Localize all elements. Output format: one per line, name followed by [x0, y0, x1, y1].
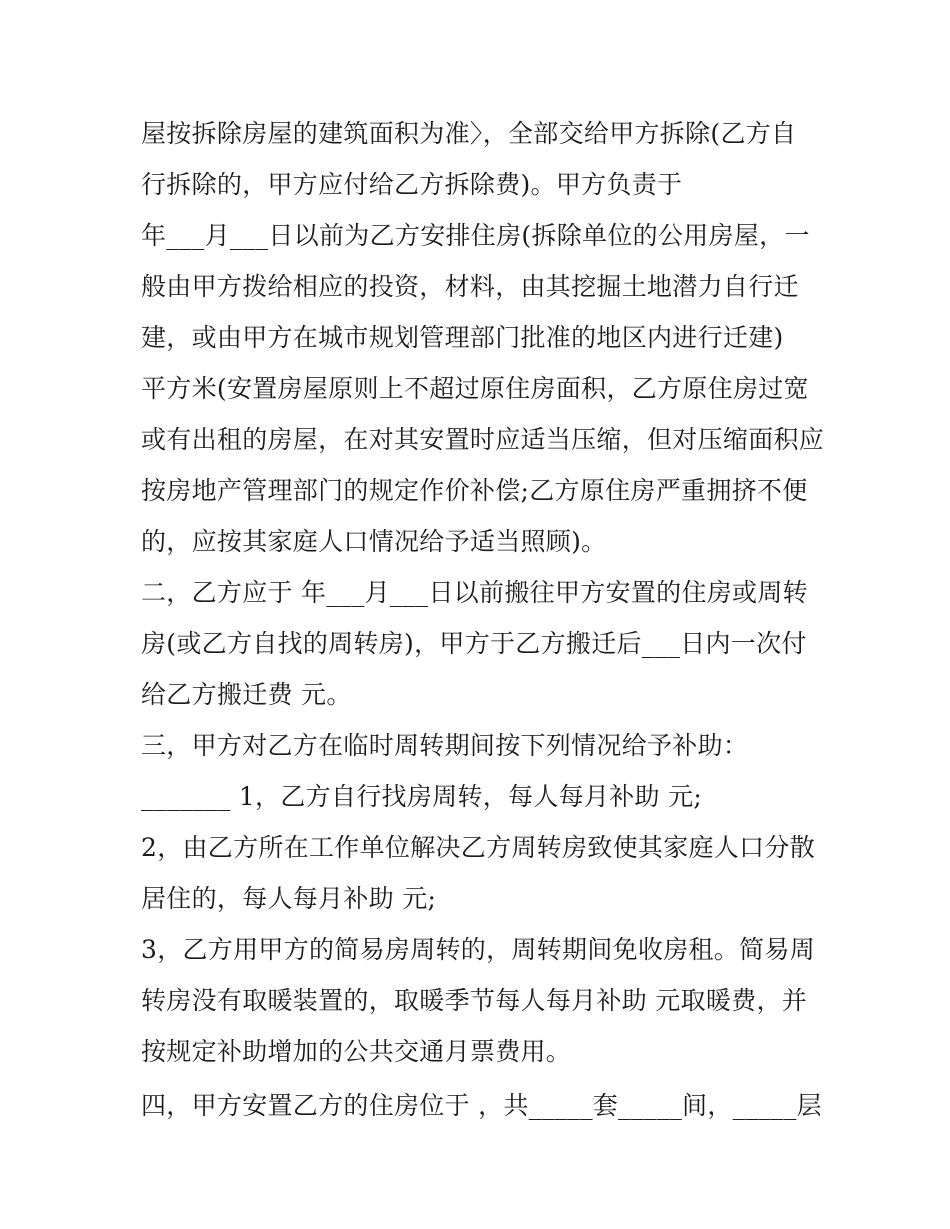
contract-body-text [141, 108, 825, 1131]
list-item-line: _______ 1，乙方自行找房周转，每人每月补助 元; [141, 782, 703, 811]
text-line: 给乙方搬迁费 元。 [141, 680, 352, 709]
text-line: 转房没有取暖装置的，取暖季节每人每月补助 元取暖费，并 [141, 986, 808, 1015]
text-line: 按规定补助增加的公共交通月票费用。 [141, 1037, 572, 1066]
section-four-line: 四，甲方安置乙方的住房位于 ，共_____套_____间，_____层 [141, 1091, 822, 1120]
text-line: 或有出租的房屋，在对其安置时应适当压缩，但对压缩面积应 [141, 425, 825, 454]
text-line: 按房地产管理部门的规定作价补偿;乙方原住房严重拥挤不便 [141, 476, 808, 505]
text-line: 房(或乙方自找的周转房)，甲方于乙方搬迁后___日内一次付 [141, 629, 807, 658]
text-line: 年___月___日以前为乙方安排住房(拆除单位的公用房屋，一 [141, 221, 810, 250]
section-two-line: 二，乙方应于 年___月___日以前搬往甲方安置的住房或周转 [141, 578, 808, 607]
text-line: 平方米(安置房屋原则上不超过原住房面积，乙方原住房过宽 [141, 374, 809, 403]
text-line: 的，应按其家庭人口情况给予适当照顾)。 [141, 527, 607, 556]
list-item-line: 3，乙方用甲方的简易房周转的，周转期间免收房租。简易周 [141, 935, 816, 964]
text-line: 行拆除的，甲方应付给乙方拆除费)。甲方负责于 [141, 170, 683, 199]
section-three-line: 三，甲方对乙方在临时周转期间按下列情况给予补助： [141, 731, 749, 760]
list-item-line: 2，由乙方所在工作单位解决乙方周转房致使其家庭人口分散 [141, 833, 816, 862]
text-line: 般由甲方拨给相应的投资，材料，由其挖掘土地潜力自行迁 [141, 272, 799, 301]
text-line: 建，或由甲方在城市规划管理部门批准的地区内进行迁建) [141, 323, 784, 352]
text-line: 居住的，每人每月补助 元; [141, 884, 437, 913]
text-line: 屋按拆除房屋的建筑面积为准〉，全部交给甲方拆除(乙方自 [141, 119, 797, 148]
